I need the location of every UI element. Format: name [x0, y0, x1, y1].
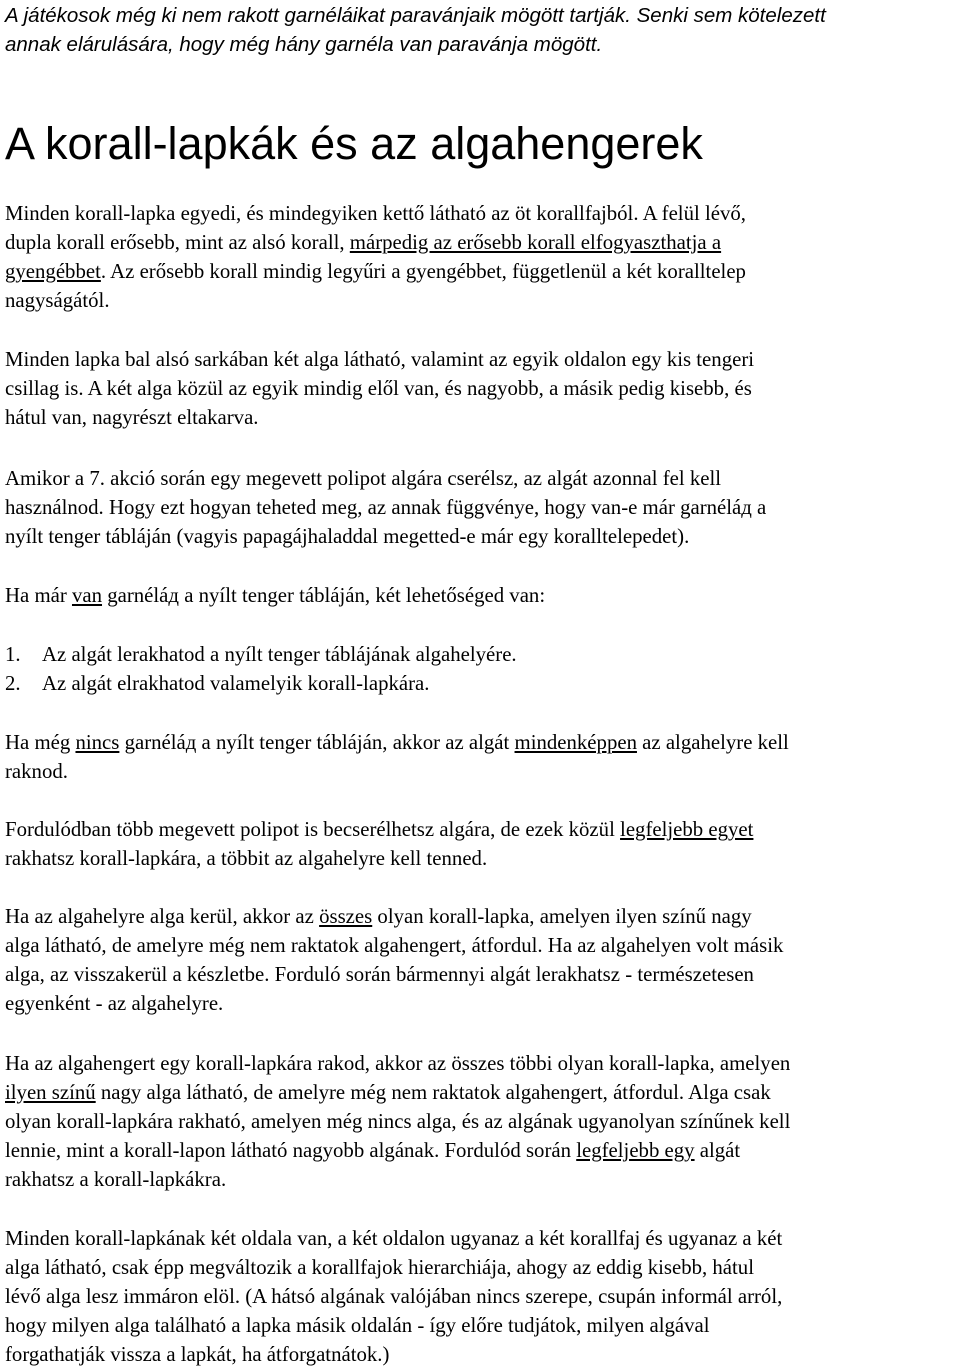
paragraph-action-7 [5, 464, 960, 551]
text-line: csillag is. A két alga közül az egyik mindig elől van, és nagyobb, a másik pedig kisebb, és [5, 377, 752, 400]
list-text: Az algát lerakhatod a nyílt tenger táblájának algahelyére. [42, 643, 517, 666]
text-line: raknod. [5, 760, 68, 783]
intro-line: A játékosok még ki nem rakott garnéláikat paravánjaik mögött tartják. Senki sem kötelezett [5, 4, 826, 27]
text-line: Ha már van garnéláд a nyílt tenger tábláján, két lehetőséged van: [5, 584, 546, 607]
list-text: Az algát elrakhatod valamelyik korall-lapkára. [42, 672, 430, 695]
options-list [0, 640, 923, 698]
paragraph-no-shrimp [5, 728, 960, 786]
text-line: nagyságától. [5, 289, 110, 312]
paragraph-algae-spot [5, 902, 960, 1018]
text-line: Ha az algahengert egy korall-lapkára rakod, akkor az összes többi olyan korall-lapka, amelyen [5, 1052, 791, 1075]
underlined-text: van [71, 584, 103, 607]
text-line: Minden korall-lapka egyedi, és mindegyiken kettő látható az öt korallfajból. A felül lévő, [5, 202, 746, 225]
underlined-text: márpedig az erősebb korall elfogyaszthatja a [349, 231, 722, 254]
text-line: hogy milyen alga található a lapka másik oldalán - így előre tudjátok, milyen algával [5, 1314, 710, 1337]
text-line: rakhatsz korall-lapkára, a többit az algahelyre kell tenned. [5, 847, 488, 870]
text-line: lennie, mint a korall-lapon látható nagyobb algának. Fordulód során legfeljebb egy algát [5, 1139, 741, 1162]
paragraph-options-intro [5, 581, 960, 610]
underlined-text: nincs [75, 731, 120, 754]
text-line: dupla korall erősebb, mint az alsó korall, márpedig az erősebb korall elfogyaszthatja a [5, 231, 722, 254]
text-line: Amikor a 7. akció során egy megevett polipot algára cserélsz, az algát azonnal fel kell [5, 467, 722, 490]
text-line: hátul van, nagyrészt eltakarva. [5, 406, 259, 429]
text-line: gyengébbet. Az erősebb korall mindig legyűri a gyengébbet, függetlenül a két koralltelep [5, 260, 746, 283]
text-line: alga látható, de amelyre még nem raktatok algahengert, átfordul. Ha az algahelyen volt másik [5, 934, 784, 957]
underlined-text: ilyen színű [5, 1081, 96, 1104]
intro-note [5, 0, 957, 59]
underlined-text: gyengébbet [5, 260, 101, 283]
underlined-text: legfeljebb egyet [620, 818, 754, 841]
underlined-text: legfeljebb egy [576, 1139, 695, 1162]
paragraph-coral-tiles [5, 199, 960, 315]
text-line: lévő alga lesz immáron elöl. (A hátsó algának valójában nincs szerepe, csupán informál arról, [5, 1285, 783, 1308]
text-line: olyan korall-lapkára rakható, amelyen még nincs alga, és az algának ugyanolyan színűnek kell [5, 1110, 791, 1133]
text-line: egyenként - az algahelyre. [5, 992, 224, 1015]
paragraph-algae-cylinder [5, 1049, 960, 1194]
text-line: Minden korall-lapkának két oldala van, a két oldalon ugyanaz a két korallfaj és ugyanaz a két [5, 1227, 783, 1250]
underlined-text: összes [319, 905, 373, 928]
underlined-text: mindenképpen [514, 731, 637, 754]
document-page [5, 0, 957, 1366]
text-line: használnod. Hogy ezt hogyan teheted meg, az annak függvénye, hogy van-e már garnéláд a [5, 496, 767, 519]
list-number: 2. [5, 672, 21, 695]
text-line: Ha az algahelyre alga kerül, akkor az összes olyan korall-lapka, amelyen ilyen színű nagy [5, 905, 752, 928]
list-item [0, 640, 923, 669]
text-line: ilyen színű nagy alga látható, de amelyre még nem raktatok algahengert, átfordul. Alga csak [5, 1081, 771, 1104]
text-line: Fordulódban több megevett polipot is becserélhetsz algára, de ezek közül legfeljebb egyet [5, 818, 754, 841]
list-number: 1. [5, 643, 21, 666]
paragraph-two-sides [5, 1224, 960, 1369]
paragraph-algae [5, 345, 960, 432]
text-line: nyílt tenger tábláján (vagyis papagájhaladdal megetted-e már egy koralltelepedet). [5, 525, 690, 548]
text-line: forgathatják vissza a lapkát, ha átforgatnátok.) [5, 1343, 390, 1366]
section-heading: A korall-lapkák és az algahengerek [5, 118, 703, 169]
list-item [0, 669, 923, 698]
text-line: Minden lapka bal alsó sarkában két alga látható, valamint az egyik oldalon egy kis tengeri [5, 348, 755, 371]
intro-line: annak elárulására, hogy még hány garnéla van paravánja mögött. [5, 33, 603, 56]
text-line: Ha még nincs garnéláд a nyílt tenger tábláján, akkor az algát mindenképpen az algahelyre kell [5, 731, 789, 754]
text-line: alga látható, csak épp megváltozik a korallfajok hierarchiája, ahogy az eddig kisebb, hátul [5, 1256, 754, 1279]
paragraph-multiple-polyps [5, 815, 960, 873]
text-line: rakhatsz a korall-lapkákra. [5, 1168, 227, 1191]
text-line: alga, az visszakerül a készletbe. Forduló során bármennyi algát lerakhatsz - természetesen [5, 963, 754, 986]
